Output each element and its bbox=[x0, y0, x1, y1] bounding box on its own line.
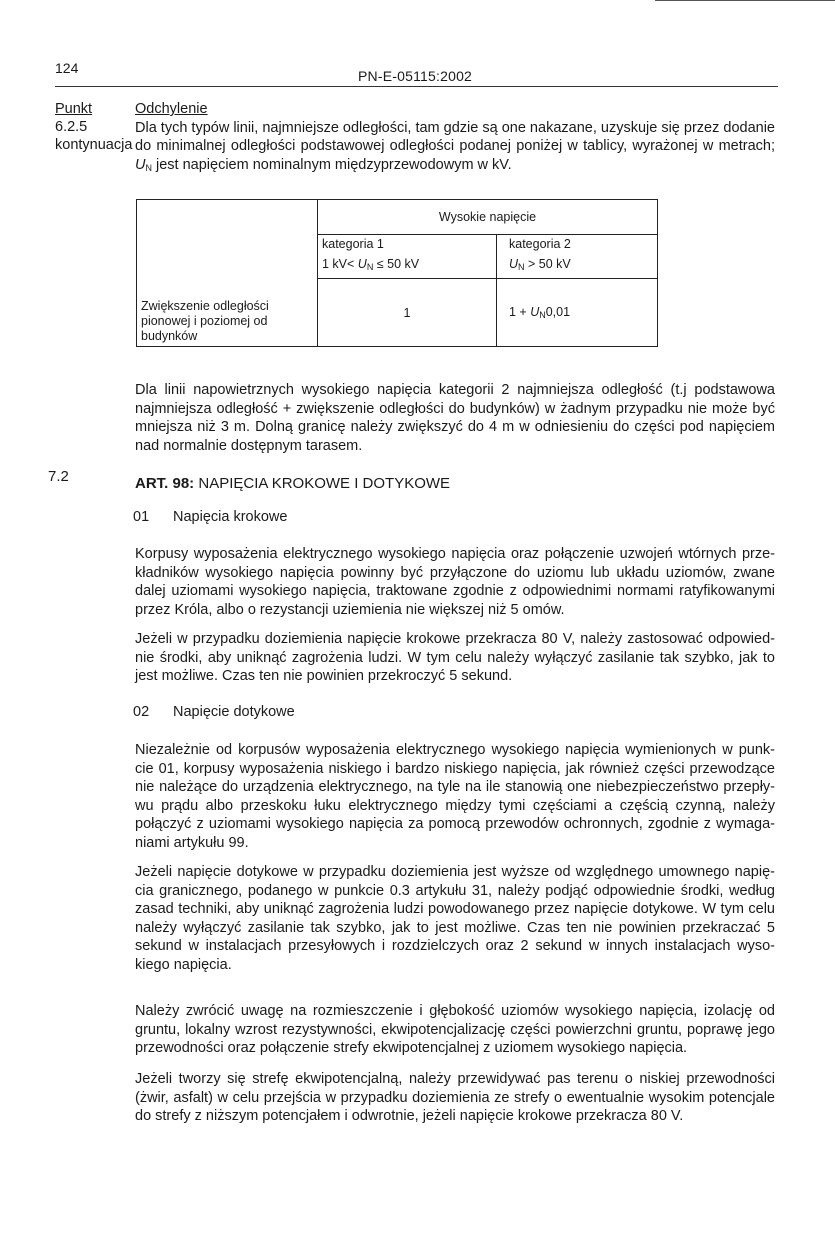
paragraph-after-table: Dla linii napowietrznych wysokiego napięcia kategorii 2 najmniejsza odległość (t.j podstawowa najmniejsza odległość + zwiększenie odległości do budynków) w żadnym przypadku nie może być mniejsza niż 3 m. Dolną granicę należy zwiększyć do 4 m w odniesieniu do części pod napięciem nad normalnie dostępnym tarasem. bbox=[135, 382, 775, 454]
body-paragraph: Niezależnie od korpusów wyposażenia elektrycznego wysokiego napięcia wymienionych w punk-cie 01, korpusy wyposażenia niskiego i bardzo niskiego napięcia, jak również części przewodzące nie należące do urządzenia elektrycznego, na tyle na ile stanowią one niebezpieczeństwo przepły-wu prądu albo przeskoku łuku elektrycznego między tymi częściami a częścią czynną, należy połączyć z uziomami wysokiego napięcia za pomocą przewodów ochronnych, zgodnie z wymaga-niami artykułu 99. bbox=[135, 742, 775, 851]
distance-table bbox=[136, 199, 658, 347]
subsection-heading bbox=[133, 704, 295, 720]
table-header-high-voltage: Wysokie napięcie bbox=[318, 200, 658, 235]
table-cat2-header: kategoria 2 $U_N > 50$ kV bbox=[497, 235, 658, 279]
scan-edge-line bbox=[655, 0, 835, 1]
deviation-heading: Odchylenie bbox=[135, 101, 208, 117]
standard-code: PN-E-05115:2002 bbox=[358, 68, 473, 84]
body-paragraph: Jeżeli napięcie dotykowe w przypadku doziemienia jest wyższe od względnego umownego napię-cia granicznego, podanego w punkcie 0.3 artykułu 31, należy podjąć odpowiednie środki, według zasad techniki, aby uniknąć zagrożenia ludzi powodowanego przez napięcie dotykowe. W tym celu należy wyłączyć zasilanie tak szybko, jak to jest możliwe. Czas ten nie powinien przekraczać 5 sekund w instalacjach przesyłowych i rozdzielczych oraz 2 sekund w innych instalacjach wyso-kiego napięcia. bbox=[135, 864, 775, 973]
table-row-label: Zwiększenie odległości pionowej i poziomej od budynków bbox=[137, 279, 318, 347]
table-corner-cell bbox=[137, 200, 318, 279]
subsection-number: 01 bbox=[133, 509, 150, 525]
table-cat1-value: 1 bbox=[318, 279, 497, 347]
point-column bbox=[55, 100, 132, 154]
page-number: 124 bbox=[55, 60, 79, 76]
table-cat2-value: $1 + U_N0,01$ bbox=[497, 279, 658, 347]
article-name: NAPIĘCIA KROKOWE I DOTYKOWE bbox=[198, 475, 451, 492]
subsection-heading bbox=[133, 509, 287, 525]
deviation-section bbox=[135, 100, 775, 177]
header-divider bbox=[55, 86, 778, 87]
continuation-label: kontynuacja bbox=[55, 137, 133, 153]
table-cat1-header: kategoria 1 1 $kV< U_N \le 50$ kV bbox=[318, 235, 497, 279]
article-title bbox=[135, 475, 450, 492]
point-number: 6.2.5 bbox=[55, 119, 88, 135]
body-paragraph: Należy zwrócić uwagę na rozmieszczenie i głębokość uziomów wysokiego napięcia, izolację od gruntu, lokalny wzrost rezystywności, ekwipotencjalizację części powierzchni gruntu, poprawę jego przewodności oraz połączenie strefy ekwipotencjalnej z uziomem wysokiego napięcia. bbox=[135, 1003, 775, 1056]
article-label: ART. 98: bbox=[135, 475, 195, 492]
subsection-title: Napięcie dotykowe bbox=[173, 704, 295, 720]
punkt-label: Punkt bbox=[55, 101, 93, 117]
section-number: 7.2 bbox=[48, 468, 69, 485]
subsection-title: Napięcia krokowe bbox=[173, 509, 288, 525]
body-paragraph: Korpusy wyposażenia elektrycznego wysokiego napięcia oraz połączenie uzwojeń wtórnych prze-kładników wysokiego napięcia powinny być przyłączone do uziomu lub układu uziomów, zwane dalej uziomami wysokiego napięcia, traktowane zgodnie z odpowiednimi normami ratyfikowanymi przez Króla, albo o rezystancji uziemienia nie większej niż 5 omów. bbox=[135, 546, 775, 618]
body-paragraph: Jeżeli w przypadku doziemienia napięcie krokowe przekracza 80 V, należy zastosować odpowied-nie środki, aby uniknąć zagrożenia ludzi. W tym celu należy wyłączyć zasilanie tak szybko, jak to jest możliwe. Czas ten nie powinien przekroczyć 5 sekund. bbox=[135, 631, 775, 684]
deviation-intro: Dla tych typów linii, najmniejsze odległości, tam gdzie są one nakazane, uzyskuje się przez dodanie do minimalnej odległości podstawowej odległości podanej poniżej w tablicy, wyrażonej w metrach; $U_N$ jest napięciem nominalnym międzyprzewodowym w kV. bbox=[135, 119, 775, 173]
subsection-number: 02 bbox=[133, 704, 150, 720]
body-paragraph: Jeżeli tworzy się strefę ekwipotencjalną, należy przewidywać pas terenu o niskiej przewodności (żwir, asfalt) w celu przejścia w przypadku doziemienia ze strefy o ewentualnie wysokim potencjale do strefy z niższym potencjałem i odwrotnie, jeżeli napięcie krokowe przekracza 80 V. bbox=[135, 1071, 775, 1124]
